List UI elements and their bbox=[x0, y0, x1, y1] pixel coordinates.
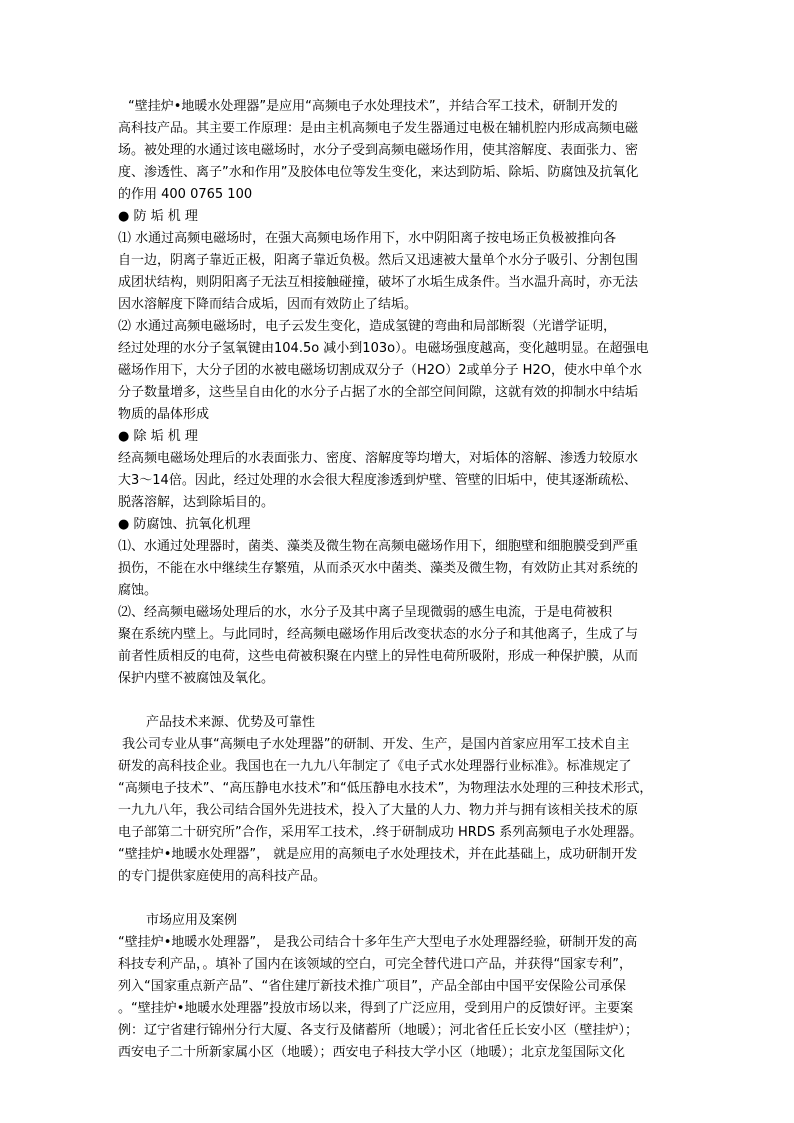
text-line: “高频电子技术”、“高压静电水技术”和“低压静电水技术”，为物理法水处理的三种技术形式， bbox=[118, 781, 653, 796]
blank-line bbox=[118, 888, 678, 910]
text-line: 电子部第二十研究所”合作，采用军工技术，.终于研制成功 HRDS 系列高频电子水处理器。 bbox=[118, 825, 643, 840]
text-line: 科技专利产品，。填补了国内在该领域的空白，可完全替代进口产品，并获得“国家专利”， bbox=[118, 957, 632, 972]
text-line: 大3～14倍。因此，经过处理的水会很大程度渗透到炉壁、管壁的旧垢中，使其逐渐疏松、 bbox=[118, 473, 637, 488]
text-line: “壁挂炉•地暖水处理器”， 是我公司结合十多年生产大型电子水处理器经验，研制开发的高 bbox=[118, 935, 638, 950]
text-line: 场。被处理的水通过该电磁场时，水分子受到高频电磁场作用，使其溶解度、表面张力、密 bbox=[118, 143, 639, 158]
text-line: 例：辽宁省建行锦州分行大厦、各支行及储蓄所（地暖）；河北省任丘长安小区（壁挂炉）； bbox=[118, 1023, 639, 1038]
section-title: 市场应用及案例 bbox=[146, 913, 238, 928]
text-line: ⑴ 水通过高频电磁场时，在强大高频电场作用下，水中阴阳离子按电场正负极被推向各 bbox=[118, 231, 617, 246]
text-line: 腐蚀。 bbox=[118, 583, 158, 598]
text-line: ⑵、经高频电磁场处理后的水，水分子及其中离子呈现微弱的感生电流，于是电荷被积 bbox=[118, 605, 613, 620]
text-line: 一九九八年，我公司结合国外先进技术，投入了大量的人力、物力并与拥有该相关技术的原 bbox=[118, 803, 639, 818]
section-heading: ● 防腐蚀、抗氧化机理 bbox=[118, 517, 251, 532]
text-line: 成团状结构，则阴阳离子无法互相接触碰撞，破坏了水垢生成条件。当水温升高时，亦无法 bbox=[118, 275, 639, 290]
text-line: 经过处理的水分子氢氧键由104.5o 减小到103o）。电磁场强度越高，变化越明显。在超强电 bbox=[118, 341, 649, 356]
text-line: 磁场作用下，大分子团的水被电磁场切割成双分子（H2O）2或单分子 H2O，使水中单个水 bbox=[118, 363, 642, 378]
text-line: ⑴、水通过处理器时，菌类、藻类及微生物在高频电磁场作用下，细胞壁和细胞膜受到严重 bbox=[118, 539, 639, 554]
text-line: 保护内壁不被腐蚀及氧化。 bbox=[118, 671, 275, 686]
text-line: 。“壁挂炉•地暖水处理器”投放市场以来，得到了广泛应用，受到用户的反馈好评。主要案 bbox=[118, 1001, 634, 1016]
text-line: “壁挂炉•地暖水处理器”， 就是应用的高频电子水处理技术，并在此基础上，成功研制开发 bbox=[118, 847, 638, 862]
text-line: 我公司专业从事“高频电子水处理器”的研制、开发、生产，是国内首家应用军工技术自主 bbox=[122, 737, 630, 752]
text-line: 的作用 400 0765 100 bbox=[118, 187, 253, 202]
text-line: 损伤，不能在水中继续生存繁殖，从而杀灭水中菌类、藻类及微生物，有效防止其对系统的 bbox=[118, 561, 639, 576]
text-line: 脱落溶解，达到除垢目的。 bbox=[118, 495, 275, 510]
section-heading: ● 防 垢 机 理 bbox=[118, 209, 198, 224]
text-line: 因水溶解度下降而结合成垢，因而有效防止了结垢。 bbox=[118, 297, 418, 312]
text-line: 前者性质相反的电荷，这些电荷被积聚在内壁上的异性电荷所吸附，形成一种保护膜，从而 bbox=[118, 649, 639, 664]
text-line: 的专门提供家庭使用的高科技产品。 bbox=[118, 869, 327, 884]
text-line: 西安电子二十所新家属小区（地暖）；西安电子科技大学小区（地暖）；北京龙玺国际文化 bbox=[118, 1045, 626, 1060]
text-line: 列入“国家重点新产品”、“省住建厅新技术推广项目”，产品全部由中国平安保险公司承保 bbox=[118, 979, 626, 994]
section-title: 产品技术来源、优势及可靠性 bbox=[146, 715, 316, 730]
text-line: 度、渗透性、离子”水和作用”及胶体电位等发生变化，来达到防垢、除垢、防腐蚀及抗氧化 bbox=[118, 165, 639, 180]
blank-line bbox=[118, 690, 678, 712]
text-line: 经高频电磁场处理后的水表面张力、密度、溶解度等均增大，对垢体的溶解、渗透力较原水 bbox=[118, 451, 639, 466]
text-line: 自一边，阴离子靠近正极，阳离子靠近负极。然后又迅速被大量单个水分子吸引、分割包围 bbox=[118, 253, 639, 268]
text-line: ⑵ 水通过高频电磁场时，电子云发生变化，造成氢键的弯曲和局部断裂（光谱学证明， bbox=[118, 319, 617, 334]
section-heading: ● 除 垢 机 理 bbox=[118, 429, 198, 444]
text-line: 物质的晶体形成 bbox=[118, 407, 210, 422]
text-line: “壁挂炉•地暖水处理器”是应用“高频电子水处理技术”，并结合军工技术，研制开发的 bbox=[128, 99, 618, 114]
text-line: 聚在系统内壁上。与此同时，经高频电磁场作用后改变状态的水分子和其他离子，生成了与 bbox=[118, 627, 639, 642]
document-body bbox=[118, 96, 678, 1064]
text-line: 研发的高科技企业。我国也在一九九八年制定了《电子式水处理器行业标准》。标准规定了 bbox=[118, 759, 632, 774]
text-line: 高科技产品。其主要工作原理：是由主机高频电子发生器通过电极在辅机腔内形成高频电磁 bbox=[118, 121, 639, 136]
text-line: 分子数量增多，这些呈自由化的水分子占据了水的全部空间间隙，这就有效的抑制水中结垢 bbox=[118, 385, 639, 400]
